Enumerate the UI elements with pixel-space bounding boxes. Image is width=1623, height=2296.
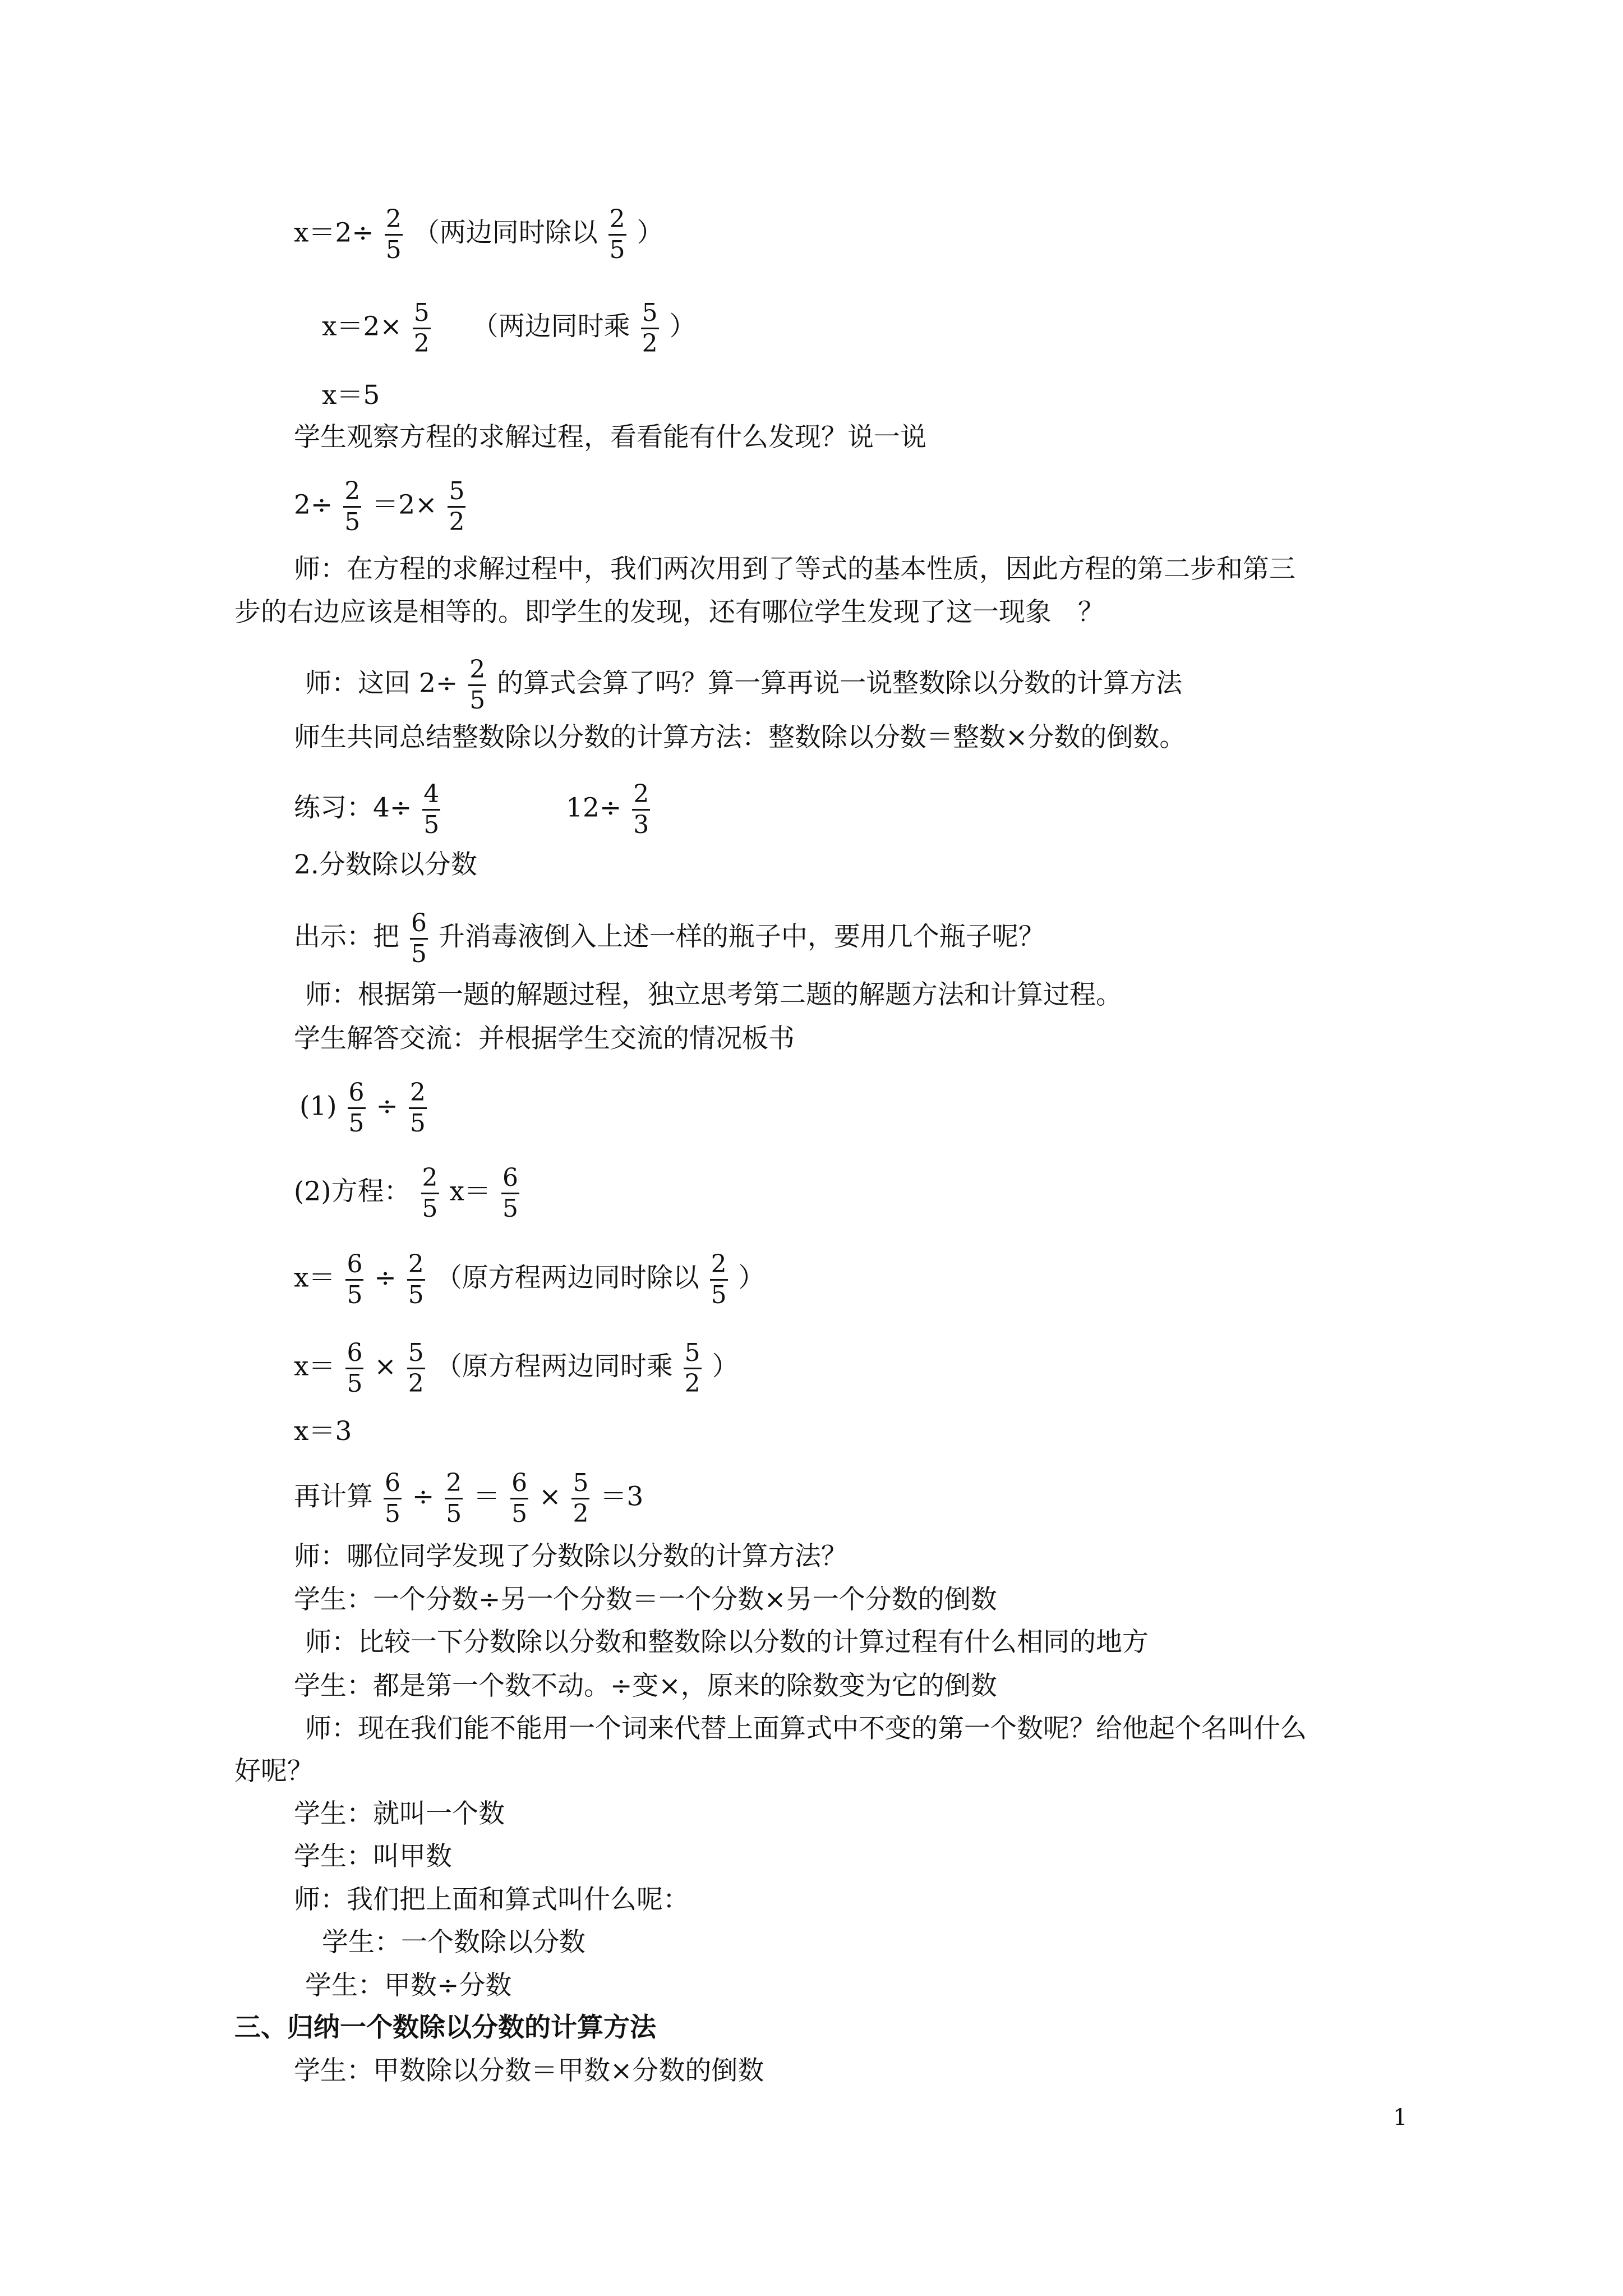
paragraph: 学生观察方程的求解过程，看看能有什么发现？说一说 xyxy=(294,422,926,453)
paragraph: 学生：就叫一个数 xyxy=(294,1798,505,1829)
equality-expression xyxy=(294,477,468,537)
text-run: x＝2÷ xyxy=(294,217,374,249)
text-run: ÷ xyxy=(376,1091,398,1122)
paragraph: 好呢？ xyxy=(234,1756,313,1787)
numerator: 5 xyxy=(407,1338,425,1369)
fraction xyxy=(385,205,403,265)
paragraph: 学生：叫甲数 xyxy=(294,1841,452,1872)
paragraph: 学生：甲数除以分数＝甲数×分数的倒数 xyxy=(294,2055,764,2086)
fraction xyxy=(608,205,626,265)
paragraph: 师：哪位同学发现了分数除以分数的计算方法？ xyxy=(294,1541,847,1572)
numerator: 5 xyxy=(448,477,465,508)
denominator: 5 xyxy=(502,1194,518,1223)
numerator: 5 xyxy=(684,1338,702,1369)
denominator: 5 xyxy=(385,236,402,264)
fraction xyxy=(343,477,361,537)
text-run: ） xyxy=(669,311,696,342)
fraction xyxy=(422,780,440,840)
page-number: 1 xyxy=(1393,2105,1408,2131)
verification-calculation xyxy=(294,1469,643,1529)
numerator: 5 xyxy=(413,298,431,329)
fraction xyxy=(684,1338,702,1398)
paragraph: 学生：一个数除以分数 xyxy=(322,1927,585,1958)
paragraph: 师：根据第一题的解题过程，独立思考第二题的解题方法和计算过程。 xyxy=(305,979,1122,1010)
fraction xyxy=(632,780,650,840)
denominator: 2 xyxy=(408,1369,424,1398)
numerator: 2 xyxy=(710,1250,728,1281)
numerator: 2 xyxy=(468,655,486,686)
paragraph: 师：在方程的求解过程中，我们两次用到了等式的基本性质，因此方程的第二步和第三 xyxy=(294,554,1295,585)
text-run: 师：这回 2÷ xyxy=(305,668,458,699)
numerator: 2 xyxy=(407,1250,425,1281)
fraction xyxy=(345,1250,363,1310)
denominator: 5 xyxy=(446,1499,462,1528)
section-subheading: 2.分数除以分数 xyxy=(294,849,477,880)
numerator: 2 xyxy=(445,1469,463,1499)
paragraph: 学生：甲数÷分数 xyxy=(305,1970,512,2001)
fraction xyxy=(413,298,431,358)
denominator: 5 xyxy=(423,811,440,839)
method-two-equation xyxy=(294,1163,522,1223)
denominator: 2 xyxy=(642,329,658,358)
denominator: 2 xyxy=(684,1369,700,1398)
section-heading: 三、归纳一个数除以分数的计算方法 xyxy=(234,2012,656,2043)
numerator: 4 xyxy=(422,780,440,811)
paragraph: 学生：一个分数÷另一个分数＝一个分数×另一个分数的倒数 xyxy=(294,1584,997,1615)
fraction xyxy=(571,1469,589,1529)
text-run: 2÷ xyxy=(294,489,333,521)
numerator: 6 xyxy=(384,1469,402,1499)
text-run: x＝ xyxy=(294,1351,335,1382)
text-run: ＝3 xyxy=(600,1481,644,1512)
denominator: 5 xyxy=(344,508,361,536)
text-run: 的算式会算了吗？算一算再说一说整数除以分数的计算方法 xyxy=(497,668,1183,699)
fraction xyxy=(407,1250,425,1310)
equation-step-multiply xyxy=(294,1338,739,1398)
paragraph: 步的右边应该是相等的。即学生的发现，还有哪位学生发现了这一现象 ？ xyxy=(234,597,1104,628)
equation-result: x＝5 xyxy=(322,380,380,411)
text-run: 再计算 xyxy=(294,1481,373,1512)
text-run: x＝2× xyxy=(322,311,402,342)
numerator: 6 xyxy=(348,1078,366,1109)
denominator: 5 xyxy=(408,1281,424,1309)
denominator: 5 xyxy=(469,686,486,715)
fraction xyxy=(409,1078,427,1138)
fraction xyxy=(448,477,465,537)
fraction xyxy=(348,1078,366,1138)
paragraph: 师：比较一下分数除以分数和整数除以分数的计算过程有什么相同的地方 xyxy=(305,1627,1149,1658)
denominator: 3 xyxy=(633,811,649,839)
text-run: ） xyxy=(738,1262,765,1294)
text-run: (1) xyxy=(299,1091,337,1122)
paragraph: 师生共同总结整数除以分数的计算方法：整数除以分数＝整数×分数的倒数。 xyxy=(294,722,1186,753)
practice-line xyxy=(294,780,652,840)
fraction xyxy=(710,1250,728,1310)
method-one xyxy=(299,1078,429,1138)
text-run: × xyxy=(374,1351,396,1382)
numerator: 2 xyxy=(632,780,650,811)
paragraph: 师：我们把上面和算式叫什么呢： xyxy=(294,1884,689,1915)
equation-step-multiply xyxy=(322,298,696,358)
text-run: (2)方程： xyxy=(294,1176,411,1207)
text-run: x＝ xyxy=(449,1176,491,1207)
problem-statement xyxy=(294,909,1045,969)
denominator: 5 xyxy=(411,940,427,968)
equation-result: x＝3 xyxy=(294,1416,352,1447)
numerator: 6 xyxy=(345,1338,363,1369)
text-run: 出示：把 xyxy=(294,921,399,953)
fraction xyxy=(510,1469,528,1529)
paragraph: 师：现在我们能不能用一个词来代替上面算式中不变的第一个数呢？给他起个名叫什么 xyxy=(305,1713,1307,1744)
numerator: 2 xyxy=(608,205,626,236)
denominator: 5 xyxy=(409,1109,426,1138)
fraction xyxy=(641,298,659,358)
text-run: 12÷ xyxy=(566,792,622,823)
numerator: 5 xyxy=(571,1469,589,1499)
text-run: x＝ xyxy=(294,1262,335,1294)
numerator: 5 xyxy=(641,298,659,329)
text-run: ÷ xyxy=(412,1481,435,1512)
equation-step-divide xyxy=(294,205,663,265)
denominator: 5 xyxy=(511,1499,528,1528)
text-run: ＝ xyxy=(473,1481,500,1512)
text-run: 练习：4÷ xyxy=(294,792,412,823)
paragraph: 学生：都是第一个数不动。÷变×，原来的除数变为它的倒数 xyxy=(294,1671,997,1701)
fraction xyxy=(501,1163,519,1223)
equation-step-divide xyxy=(294,1250,765,1310)
numerator: 2 xyxy=(421,1163,439,1194)
denominator: 5 xyxy=(347,1369,363,1398)
numerator: 2 xyxy=(385,205,403,236)
text-run: （两边同时除以 xyxy=(413,217,598,249)
denominator: 2 xyxy=(449,508,465,536)
denominator: 5 xyxy=(384,1499,400,1528)
denominator: 5 xyxy=(422,1194,438,1223)
numerator: 6 xyxy=(410,909,428,940)
fraction xyxy=(384,1469,402,1529)
fraction xyxy=(445,1469,463,1529)
paragraph: 学生解答交流：并根据学生交流的情况板书 xyxy=(294,1023,795,1054)
fraction xyxy=(410,909,428,969)
text-run: ） xyxy=(637,217,663,249)
numerator: 2 xyxy=(409,1078,427,1109)
text-run: ） xyxy=(712,1351,739,1382)
denominator: 5 xyxy=(348,1109,365,1138)
text-run: （两边同时乘 xyxy=(472,311,630,342)
numerator: 6 xyxy=(501,1163,519,1194)
text-run: × xyxy=(539,1481,561,1512)
numerator: 6 xyxy=(510,1469,528,1499)
denominator: 2 xyxy=(413,329,430,358)
text-run: （原方程两边同时除以 xyxy=(435,1262,699,1294)
fraction xyxy=(345,1338,363,1398)
fraction xyxy=(421,1163,439,1223)
denominator: 5 xyxy=(347,1281,363,1309)
denominator: 5 xyxy=(609,236,625,264)
numerator: 2 xyxy=(343,477,361,508)
numerator: 6 xyxy=(345,1250,363,1281)
text-run: ＝2× xyxy=(372,489,437,521)
teacher-question xyxy=(305,655,1182,715)
text-run: （原方程两边同时乘 xyxy=(435,1351,673,1382)
text-run: ÷ xyxy=(374,1262,396,1294)
fraction xyxy=(468,655,486,715)
fraction xyxy=(407,1338,425,1398)
denominator: 5 xyxy=(711,1281,727,1309)
text-run: 升消毒液倒入上述一样的瓶子中，要用几个瓶子呢？ xyxy=(438,921,1045,953)
denominator: 2 xyxy=(573,1499,589,1528)
